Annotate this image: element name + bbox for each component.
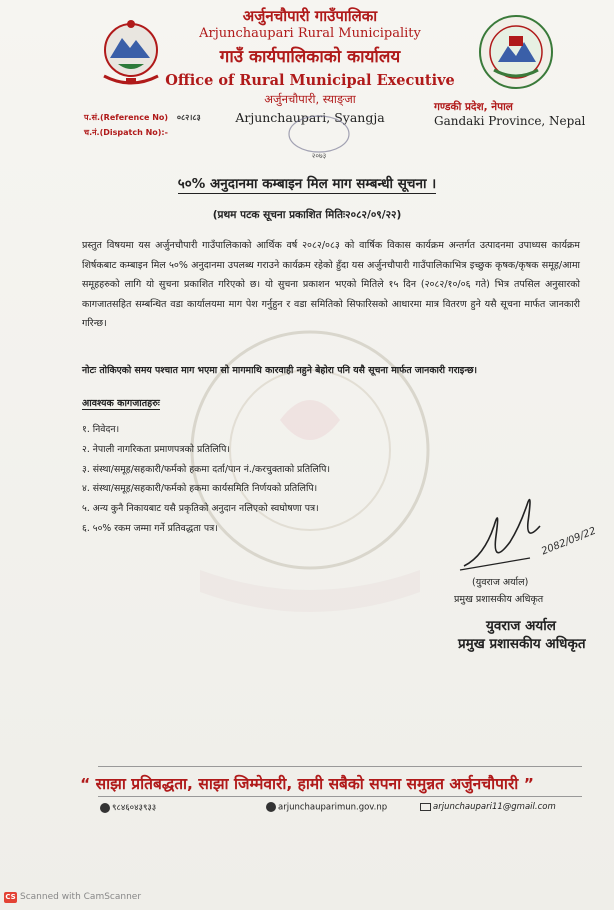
footer-motto: “ साझा प्रतिबद्धता, साझा जिम्मेवारी, हामी सबैको सपना समुन्नत अर्जुनचौपारी ” — [80, 775, 534, 793]
footer-email[interactable]: arjunchaupari11@gmail.com — [420, 802, 556, 812]
footer-phone: ९८४६०४३९३३ — [100, 802, 156, 813]
signatory-name: (युवराज अर्याल) — [472, 577, 529, 588]
signature-date: 2082/09/22 — [540, 525, 598, 558]
municipality-name-en: Arjunchaupari Rural Municipality — [199, 26, 421, 41]
handwritten-signature — [456, 496, 556, 576]
list-item: १. निवेदन। — [82, 424, 120, 435]
documents-heading: आवश्यक कागजातहरुः — [82, 398, 160, 409]
notice-body: प्रस्तुत विषयमा यस अर्जुनचौपारी गाउँपालिकाको आर्थिक वर्ष २०८२/०८३ को वार्षिक विकास कार्यक्रम अन्तर्गत उत्पादनमा उपाध्यस कार्यक्रम शिर्षकबाट कम्बाइन मिल ५०% अनुदानमा उपलब्ध गराउने कार्यक्रम रहेको हुँदा यस अर्जुनचौपारी गाउँपालिकाभित्र इच्छुक कृषक/कृषक समूह/आमा समूहहरुको लागि यो सुचना प्रकाशित गरिएको छ। यो सुचना प्रकाशन भएको मितिले १५ दिन (२०८२/१०/०६ गते) भित्र तपसिल अनुसारको कागजातसहित सम्बन्धित वडा कार्यालयमा माग पेश गर्नुहुन र वडा समितिको सिफारिसको आधारमा मात्र वितरण हुने यसै सूचना मार्फत जानकारी गरिन्छ। — [82, 240, 580, 330]
dispatch-number: च.नं.(Dispatch No):- — [84, 128, 168, 137]
location-np: अर्जुनचौपारी, स्याङ्जा — [264, 92, 356, 106]
mail-icon — [420, 803, 431, 811]
office-name-en: Office of Rural Municipal Executive — [165, 72, 455, 89]
stamp-title: प्रमुख प्रशासकीय अधिकृत — [458, 636, 586, 652]
list-item: ५. अन्य कुनै निकायबाट यसै प्रकृतिको अनुदान नलिएको स्वघोषणा पत्र। — [82, 503, 319, 515]
list-item: २. नेपाली नागरिकता प्रमाणपत्रको प्रतिलिपि। — [82, 443, 230, 455]
footer-website[interactable]: arjunchauparimun.gov.np — [266, 802, 387, 813]
documents-list — [82, 420, 512, 539]
phone-icon — [100, 803, 110, 813]
list-item: ६. ५०% रकम जम्मा गर्ने प्रतिवद्धता पत्र। — [82, 522, 218, 534]
signatory-title: प्रमुख प्रशासकीय अधिकृत — [454, 594, 544, 605]
camscanner-watermark: CS Scanned with CamScanner — [5, 892, 142, 902]
office-seal-stamp — [284, 112, 354, 162]
publication-date: (प्रथम पटक सूचना प्रकाशित मितिः२०८२/०९/२२) — [212, 209, 402, 221]
stamp-name: युवराज अर्याल — [486, 618, 556, 634]
reference-number: प.सं.(Reference No) ०८२।८३ — [84, 113, 201, 122]
svg-text:२०७३: २०७३ — [311, 152, 327, 160]
location-en: Arjunchaupari, Syangja — [235, 110, 385, 125]
camscanner-badge-icon: CS — [5, 893, 16, 901]
list-item: ४. संस्था/समूह/सहकारी/फर्मको हकमा कार्यसमिति निर्णयको प्रतिलिपि। — [82, 483, 318, 495]
list-item: ३. संस्था/समूह/सहकारी/फर्मको हकमा दर्ता/पान नं./करचुक्ताको प्रतिलिपि। — [82, 463, 330, 475]
municipality-logo-icon — [476, 12, 556, 94]
footer-divider-bottom — [98, 796, 582, 797]
province-en: Gandaki Province, Nepal — [434, 114, 586, 128]
notice-note: नोटः तोकिएको समय पश्चात माग भएमा सो मागमाथि कारवाही नहुने बेहोरा पनि यसै सूचना मार्फत जानकारी गराइन्छ। — [82, 365, 478, 376]
footer-divider-top — [98, 766, 582, 767]
municipality-name-np: अर्जुनचौपारी गाउँपालिका — [242, 7, 378, 25]
globe-icon — [266, 802, 276, 812]
province-np: गण्डकी प्रदेश, नेपाल — [434, 101, 513, 113]
notice-subject: ५०% अनुदानमा कम्बाइन मिल माग सम्बन्धी सूचना । — [177, 176, 437, 192]
office-name-np: गाउँ कार्यपालिकाको कार्यालय — [219, 47, 401, 67]
